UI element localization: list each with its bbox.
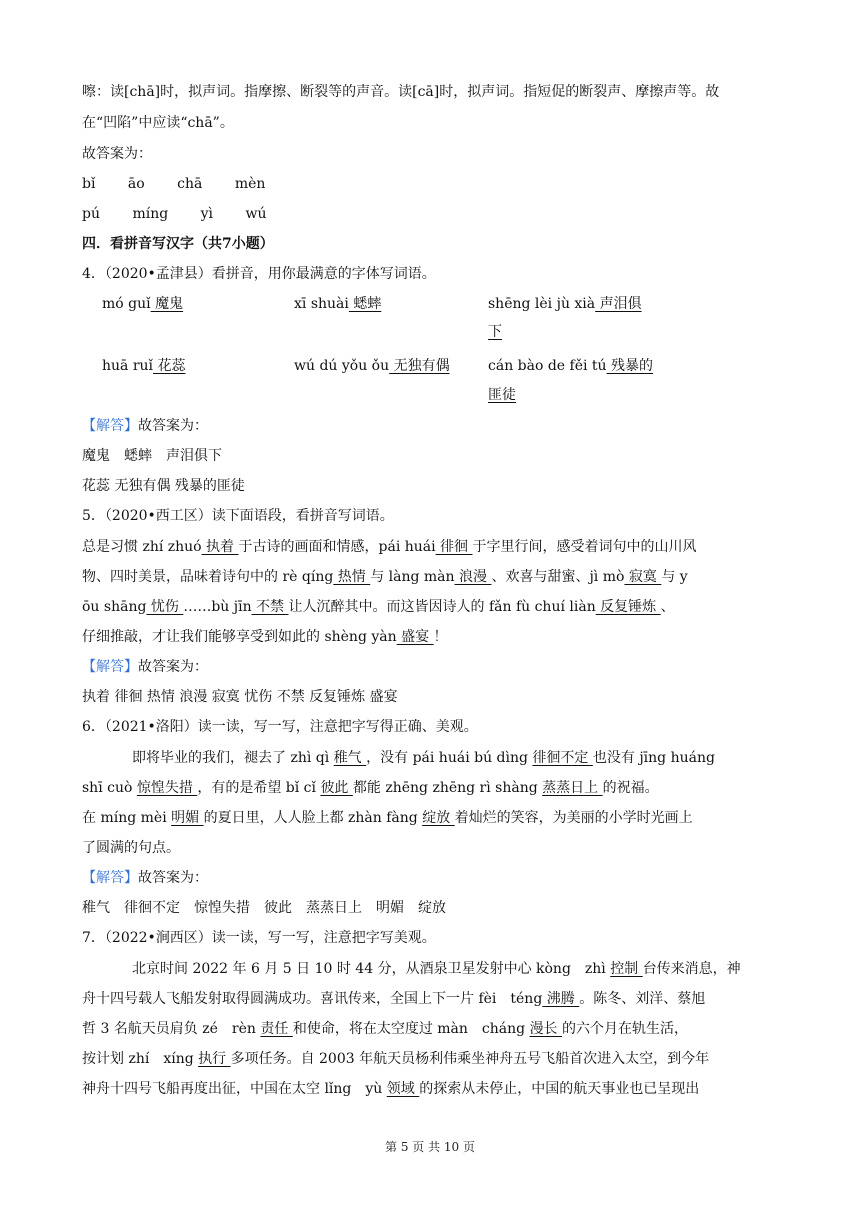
text-segment: 着灿烂的笑容，为美丽的小学时光画上 [454, 810, 693, 826]
q6-passage-line-2 [82, 778, 659, 798]
solution-tag: 【解答】 [82, 418, 138, 434]
q5-solution-label [82, 657, 208, 677]
text-segment: ōu shāng [82, 599, 147, 615]
solution-tag: 【解答】 [82, 870, 138, 886]
q7-passage-line-1 [82, 959, 741, 979]
answer-blank: 声泪俱 [595, 296, 642, 312]
text-segment: 故答案为： [138, 870, 208, 886]
answer-item: wú [245, 206, 267, 222]
answer-blank: 寂寞 [624, 569, 662, 585]
question-5-stem: 5．（2020•西工区）读下面语段，看拼音写词语。 [82, 508, 394, 524]
question-4-stem: 4．（2020•孟津县）看拼音，用你最满意的字体写词语。 [82, 266, 436, 282]
question-6-stem: 6．（2021•洛阳）读一读，写一写，注意把字写得正确、美观。 [82, 719, 478, 735]
q6-passage-line-4: 了圆满的句点。 [82, 840, 180, 856]
answer-blank: 彼此 [320, 780, 353, 796]
q6-solution-label [82, 868, 208, 888]
answer-item: bǐ [82, 176, 96, 192]
answer-blank: 漫长 [529, 1021, 563, 1037]
text-segment: 。陈冬、刘洋、蔡旭 [579, 991, 706, 1007]
text-segment: 哲 3 名航天员肩负 zé rèn [82, 1021, 261, 1037]
text-segment: 也没有 jīng huáng [592, 750, 715, 766]
q4-item [294, 294, 381, 314]
q6-passage-line-1 [82, 748, 715, 768]
q4-item [294, 356, 450, 376]
text-segment: 与 làng màn [370, 569, 455, 585]
q7-passage-line-3 [82, 1019, 688, 1039]
text-segment: 仔细推敲，才让我们能够享受到如此的 shèng yàn [82, 629, 397, 645]
answer-item: chā [177, 176, 203, 192]
solution-tag: 【解答】 [82, 659, 138, 675]
question-7-stem: 7．（2022•涧西区）读一读，写一写，注意把字写美观。 [82, 930, 436, 946]
answer-blank: 绽放 [422, 810, 455, 826]
answer-blank: 沸腾 [542, 991, 580, 1007]
text-segment: ，有的是希望 bǐ cǐ [197, 780, 321, 796]
prev-answer-row-2 [82, 204, 266, 224]
text-segment: 按计划 zhí xíng [82, 1051, 199, 1067]
text-segment: mó guǐ [102, 296, 151, 312]
answer-item: yì [200, 206, 214, 222]
answer-blank: 残暴的 [606, 358, 654, 374]
text-segment: 在 míng mèi [82, 810, 172, 826]
answer-blank: 责任 [260, 1021, 293, 1037]
text-segment: ……bù jīn [183, 599, 252, 615]
answer-blank: 浪漫 [454, 569, 492, 585]
text-segment: 多项任务。自 2003 年航天员杨利伟乘坐神舟五号飞船首次进入太空，到今年 [230, 1051, 710, 1067]
q5-passage-line-1 [82, 537, 697, 557]
text-segment: ，没有 pái huái bú dìng [366, 750, 533, 766]
text-segment: 的六个月在轨生活， [562, 1021, 689, 1037]
q4-item [488, 294, 642, 314]
text-segment: 物、四时美景，品味着诗句中的 rè qíng [82, 569, 334, 585]
text-segment: 北京时间 2022 年 6 月 5 日 10 时 44 分，从酒泉卫星发射中心 kòng zhì [132, 961, 611, 977]
text-segment: 让人沉醉其中。而这皆因诗人的 fǎn fù chuí liàn [288, 599, 596, 615]
answer-blank: 蒸蒸日上 [542, 780, 603, 796]
q4-answer-line-1: 魔鬼 蟋蟀 声泪俱下 [82, 448, 222, 464]
text-segment: 与 y [661, 569, 688, 585]
text-segment: 的祝福。 [602, 780, 659, 796]
text-segment: ！ [433, 629, 448, 645]
answer-blank: 执着 [201, 539, 239, 555]
text-segment: 、 [660, 599, 675, 615]
prev-explanation-line-2: 在“凹陷”中应读“chā”。 [82, 115, 234, 131]
prev-answer-row-1 [82, 174, 265, 194]
text-segment: 故答案为： [138, 418, 208, 434]
answer-blank: 稚气 [333, 750, 367, 766]
q4-item [102, 356, 185, 376]
page-footer: 第 5 页 共 10 页 [385, 1140, 475, 1154]
text-segment: 的夏日里，人人脸上都 zhàn fàng [203, 810, 423, 826]
section-heading: 四．看拼音写汉字（共7小题） [82, 236, 274, 252]
answer-blank: 明媚 [171, 810, 204, 826]
q4-solution-label [82, 416, 208, 436]
text-segment: 总是习惯 zhí zhuó [82, 539, 202, 555]
q5-passage-line-3 [82, 597, 675, 617]
text-segment: huā ruǐ [102, 358, 154, 374]
prev-answer-label: 故答案为： [82, 146, 152, 162]
answer-blank: 下 [488, 324, 502, 340]
answer-blank: 花蕊 [153, 358, 186, 374]
q7-passage-line-4 [82, 1049, 709, 1069]
q6-passage-line-3 [82, 808, 693, 828]
text-segment: 即将毕业的我们，褪去了 zhì qì [132, 750, 334, 766]
answer-blank: 徘徊 [435, 539, 473, 555]
q4-item-wrap [488, 385, 516, 405]
answer-blank: 忧伤 [146, 599, 184, 615]
q4-answer-line-2: 花蕊 无独有偶 残暴的匪徒 [82, 478, 245, 494]
answer-blank: 徘徊不定 [532, 750, 593, 766]
answer-item: míng [132, 206, 169, 222]
q5-answer: 执着 徘徊 热情 浪漫 寂寞 忧伤 不禁 反复锤炼 盛宴 [82, 689, 398, 705]
text-segment: xī shuài [294, 296, 349, 312]
text-segment: 舟十四号载人飞船发射取得圆满成功。喜讯传来，全国上下一片 fèi téng [82, 991, 543, 1007]
answer-blank: 不禁 [251, 599, 289, 615]
q4-item [488, 356, 653, 376]
text-segment: wú dú yǒu ǒu [294, 358, 390, 374]
prev-explanation-line-1: 嚓：读[chā]时，拟声词。指摩擦、断裂等的声音。读[cā]时，拟声词。指短促的断裂声、摩擦声等。故 [82, 84, 720, 100]
q7-passage-line-2 [82, 989, 705, 1009]
answer-blank: 惊惶失措 [136, 780, 198, 796]
q5-passage-line-2 [82, 567, 688, 587]
answer-blank: 领域 [386, 1081, 420, 1097]
text-segment: shēng lèi jù xià [488, 296, 596, 312]
answer-item: mèn [234, 176, 266, 192]
text-segment: 故答案为： [138, 659, 208, 675]
answer-blank: 执行 [198, 1051, 231, 1067]
text-segment: 台传来消息，神 [642, 961, 741, 977]
answer-blank: 无独有偶 [389, 358, 450, 374]
answer-blank: 魔鬼 [150, 296, 184, 312]
text-segment: 、欢喜与甜蜜、jì mò [491, 569, 625, 585]
answer-blank: 控制 [610, 961, 643, 977]
text-segment: 都能 zhēng zhēng rì shàng [352, 780, 543, 796]
q4-item-wrap [488, 322, 502, 342]
text-segment: 的探索从未停止，中国的航天事业也已呈现出 [419, 1081, 700, 1097]
answer-item: pú [82, 206, 100, 222]
text-segment: 神舟十四号飞船再度出征，中国在太空 lǐng yù [82, 1081, 387, 1097]
answer-blank: 匪徒 [488, 387, 516, 403]
text-segment: shī cuò [82, 780, 137, 796]
answer-blank: 蟋蟀 [348, 296, 382, 312]
q7-passage-line-5 [82, 1079, 699, 1099]
answer-item: āo [127, 176, 145, 192]
answer-blank: 反复锤炼 [595, 599, 661, 615]
q5-passage-line-4 [82, 627, 448, 647]
text-segment: cán bào de fěi tú [488, 358, 607, 374]
text-segment: 于字里行间，感受着词句中的山川风 [472, 539, 697, 555]
text-segment: 和使命，将在太空度过 màn cháng [292, 1021, 530, 1037]
q6-answer: 稚气 徘徊不定 惊惶失措 彼此 蒸蒸日上 明媚 绽放 [82, 900, 446, 916]
answer-blank: 盛宴 [396, 629, 434, 645]
q4-item [102, 294, 183, 314]
text-segment: 于古诗的画面和情感，pái huái [238, 539, 436, 555]
answer-blank: 热情 [333, 569, 371, 585]
